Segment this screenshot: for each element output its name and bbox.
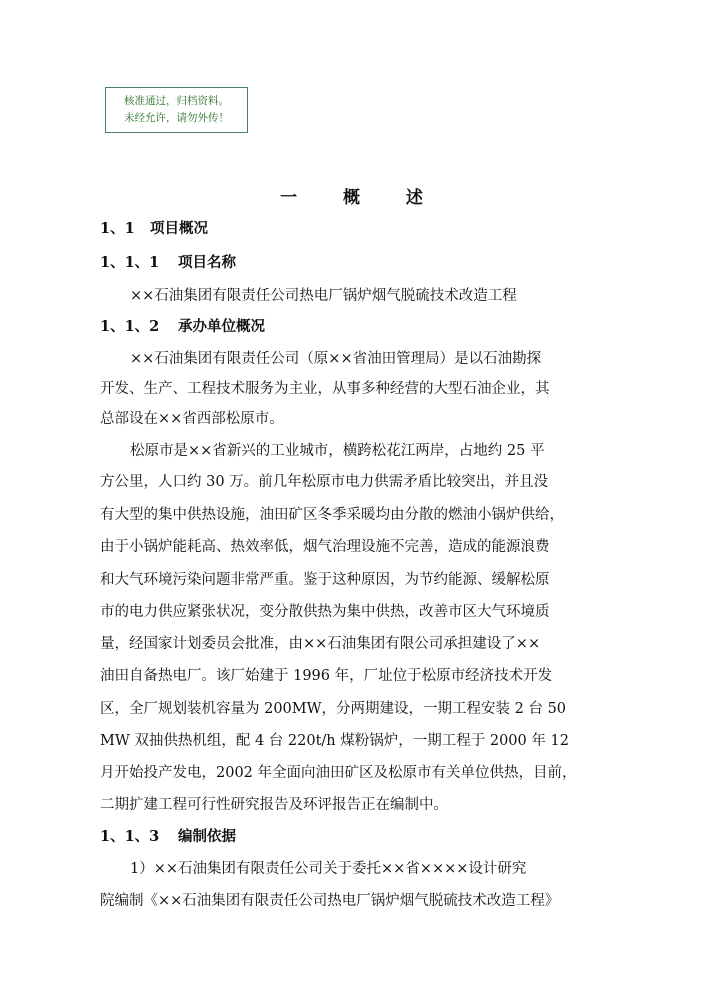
- paragraph-line: 总部设在××省西部松原市。: [100, 411, 284, 427]
- section-heading-1-1-2: [100, 315, 265, 336]
- paragraph-line: 院编制《××石油集团有限责任公司热电厂锅炉烟气脱硫技术改造工程》: [100, 893, 560, 909]
- paragraph-line: 由于小锅炉能耗高、热效率低，烟气治理设施不完善，造成的能源浪费: [100, 539, 550, 555]
- section-title: 承办单位概况: [178, 318, 265, 335]
- section-title: 编制依据: [178, 828, 236, 845]
- section-heading-1-1-1: [100, 251, 236, 272]
- chapter-title: [0, 183, 703, 208]
- paragraph-line: 方公里，人口约 30 万。前几年松原市电力供需矛盾比较突出，并且没: [100, 474, 549, 490]
- section-number: 1、1: [100, 220, 135, 237]
- chapter-number: 一: [280, 188, 298, 208]
- chapter-word-2: 述: [405, 188, 423, 208]
- stamp-line-2: 未经允许，请勿外传！: [124, 112, 229, 124]
- paragraph-line: 1）××石油集团有限责任公司关于委托××省××××设计研究: [130, 861, 527, 877]
- chapter-word-1: 概: [343, 188, 360, 208]
- paragraph-line: 月开始投产发电，2002 年全面向油田矿区及松原市有关单位供热，目前，: [100, 765, 577, 781]
- paragraph-line: 区，全厂规划装机容量为 200MW，分两期建设，一期工程安装 2 台 50: [100, 701, 567, 717]
- stamp-line-1: 核准通过，归档资料。: [124, 95, 229, 107]
- project-name: ××石油集团有限责任公司热电厂锅炉烟气脱硫技术改造工程: [130, 288, 517, 304]
- paragraph-line: 松原市是××省新兴的工业城市，横跨松花江两岸，占地约 25 平: [130, 443, 545, 459]
- archive-stamp: [105, 87, 248, 133]
- paragraph-line: 和大气环境污染问题非常严重。鉴于这种原因，为节约能源、缓解松原: [100, 572, 550, 588]
- paragraph-line: 量，经国家计划委员会批准，由××石油集团有限公司承担建设了××: [100, 636, 541, 652]
- section-number: 1、1、2: [100, 318, 160, 335]
- section-heading-1-1-3: [100, 825, 236, 846]
- paragraph-line: 油田自备热电厂。该厂始建于 1996 年，厂址位于松原市经济技术开发: [100, 668, 553, 684]
- paragraph-line: 市的电力供应紧张状况，变分散供热为集中供热，改善市区大气环境质: [100, 604, 550, 620]
- section-title: 项目名称: [178, 254, 236, 271]
- paragraph-line: ××石油集团有限责任公司（原××省油田管理局）是以石油勘探: [130, 351, 542, 367]
- section-heading-1-1: [100, 217, 208, 238]
- paragraph-line: 开发、生产、工程技术服务为主业，从事多种经营的大型石油企业，其: [100, 381, 550, 397]
- section-title: 项目概况: [150, 220, 208, 237]
- section-number: 1、1、3: [100, 828, 160, 845]
- section-number: 1、1、1: [100, 254, 160, 271]
- paragraph-line: MW 双抽供热机组，配 4 台 220t/h 煤粉锅炉，一期工程于 2000 年 12: [100, 733, 569, 749]
- paragraph-line: 有大型的集中供热设施，油田矿区冬季采暖均由分散的燃油小锅炉供给，: [100, 507, 564, 523]
- paragraph-line: 二期扩建工程可行性研究报告及环评报告正在编制中。: [100, 797, 448, 813]
